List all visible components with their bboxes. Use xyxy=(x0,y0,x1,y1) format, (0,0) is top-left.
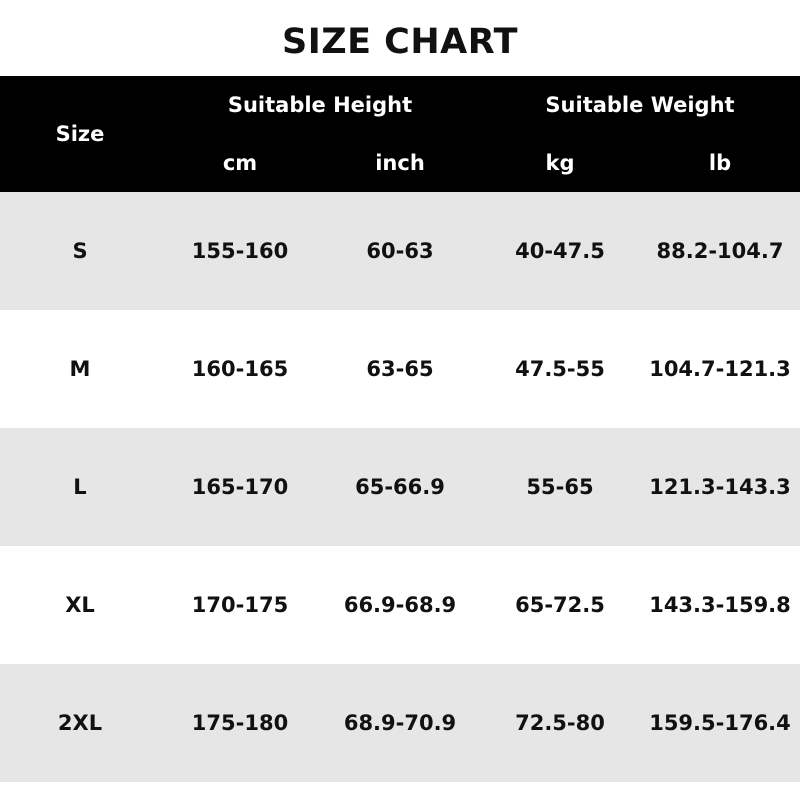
cell-height-cm: 175-180 xyxy=(191,711,289,735)
column-header-height-cm: cm xyxy=(222,151,258,175)
table-row xyxy=(0,310,800,428)
cell-weight-lb: 88.2-104.7 xyxy=(656,239,784,263)
column-header-weight-kg: kg xyxy=(545,151,575,175)
column-header-size: Size xyxy=(55,122,105,146)
table-body xyxy=(0,192,800,782)
cell-height-cm: 165-170 xyxy=(191,475,289,499)
cell-size: M xyxy=(69,357,91,381)
column-group-header-height: Suitable Height xyxy=(227,93,413,117)
table-row xyxy=(0,428,800,546)
table-row xyxy=(0,192,800,310)
page-title: SIZE CHART xyxy=(281,22,519,62)
table-header-row-groups xyxy=(0,76,800,134)
cell-weight-kg: 72.5-80 xyxy=(515,711,605,735)
cell-height-inch: 65-66.9 xyxy=(355,475,445,499)
cell-height-cm: 155-160 xyxy=(191,239,289,263)
cell-height-inch: 60-63 xyxy=(366,239,434,263)
table-row xyxy=(0,546,800,664)
cell-weight-kg: 55-65 xyxy=(526,475,594,499)
cell-height-inch: 66.9-68.9 xyxy=(343,593,457,617)
cell-weight-kg: 47.5-55 xyxy=(515,357,605,381)
cell-weight-lb: 143.3-159.8 xyxy=(649,593,791,617)
cell-size: 2XL xyxy=(57,711,103,735)
cell-weight-kg: 65-72.5 xyxy=(515,593,605,617)
cell-size: S xyxy=(72,239,88,263)
cell-size: L xyxy=(73,475,87,499)
size-chart-table xyxy=(0,76,800,782)
cell-height-inch: 68.9-70.9 xyxy=(343,711,457,735)
cell-weight-lb: 104.7-121.3 xyxy=(649,357,791,381)
table-header xyxy=(0,76,800,192)
cell-weight-kg: 40-47.5 xyxy=(515,239,605,263)
table-row xyxy=(0,664,800,782)
column-header-height-inch: inch xyxy=(375,151,425,175)
cell-weight-lb: 121.3-143.3 xyxy=(649,475,791,499)
cell-height-cm: 170-175 xyxy=(191,593,289,617)
cell-weight-lb: 159.5-176.4 xyxy=(649,711,791,735)
column-header-weight-lb: lb xyxy=(708,151,732,175)
column-group-header-weight: Suitable Weight xyxy=(545,93,735,117)
cell-size: XL xyxy=(65,593,95,617)
cell-height-inch: 63-65 xyxy=(366,357,434,381)
cell-height-cm: 160-165 xyxy=(191,357,289,381)
